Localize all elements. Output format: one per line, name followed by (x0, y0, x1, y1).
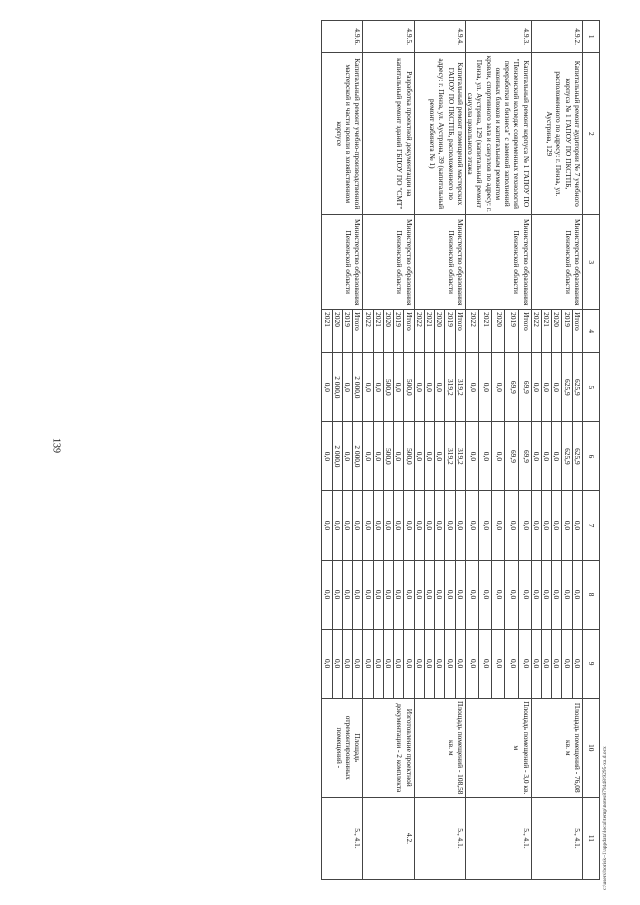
funding-local: 0,0 (479, 560, 492, 629)
footer-file-path: c:\users\borisk~1\appdata\local\temp\notes879448\9295-xa.d.ocx (602, 746, 608, 890)
funding-other: 0,0 (531, 629, 541, 698)
funding-total: 0,0 (414, 353, 424, 422)
funding-total: 500,0 (384, 353, 394, 422)
funding-federal: 0,0 (363, 491, 373, 560)
year-label: Итого (455, 310, 465, 353)
funding-total: 625,9 (562, 353, 572, 422)
year-label: Итого (404, 310, 414, 353)
funding-other: 0,0 (479, 629, 492, 698)
funding-local: 0,0 (343, 560, 353, 629)
year-label: 2021 (542, 310, 552, 353)
funding-other: 0,0 (435, 629, 445, 698)
funding-local: 0,0 (384, 560, 394, 629)
funding-federal: 0,0 (353, 491, 363, 560)
responsible-ministry: Министерство образования Пензенской области (531, 215, 582, 310)
year-label: 2020 (492, 310, 505, 353)
funding-local: 0,0 (322, 560, 332, 629)
year-label: Итого (353, 310, 363, 353)
target-code: 5., 4.1. (466, 797, 532, 879)
responsible-ministry: Министерство образования Пензенской области (363, 215, 414, 310)
funding-regional: 0,0 (343, 422, 353, 491)
funding-federal: 0,0 (435, 491, 445, 560)
item-number: 4.9.6. (322, 21, 363, 53)
funding-other: 0,0 (322, 629, 332, 698)
target-code: 4.2. (363, 797, 414, 879)
year-label: 2019 (343, 310, 353, 353)
funding-total: 0,0 (531, 353, 541, 422)
year-label: 2021 (479, 310, 492, 353)
funding-other: 0,0 (518, 629, 531, 698)
funding-total: 625,9 (572, 353, 582, 422)
funding-other: 0,0 (373, 629, 383, 698)
col-header-8: 8 (583, 560, 600, 629)
funding-regional: 2 000,0 (332, 422, 342, 491)
funding-regional: 0,0 (394, 422, 404, 491)
funding-federal: 0,0 (562, 491, 572, 560)
target-code: 5., 4.1. (531, 797, 582, 879)
funding-local: 0,0 (404, 560, 414, 629)
year-label: 2019 (562, 310, 572, 353)
funding-regional: 0,0 (435, 422, 445, 491)
year-label: 2021 (322, 310, 332, 353)
indicator-text: Изготовление проектной документации - 2 комплекта (363, 698, 414, 797)
funding-other: 0,0 (562, 629, 572, 698)
responsible-ministry: Министерство образования Пензенской области (414, 215, 465, 310)
item-title: Капитальный ремонт учебно-производственной мастерской и части кровли в хозяйственном корпусе (322, 53, 363, 215)
funding-federal: 0,0 (384, 491, 394, 560)
funding-other: 0,0 (394, 629, 404, 698)
funding-other: 0,0 (353, 629, 363, 698)
funding-federal: 0,0 (492, 491, 505, 560)
funding-local: 0,0 (466, 560, 479, 629)
funding-total: 0,0 (466, 353, 479, 422)
funding-regional: 625,9 (572, 422, 582, 491)
year-label: 2019 (394, 310, 404, 353)
funding-regional: 319,2 (445, 422, 455, 491)
funding-total: 2 000,0 (353, 353, 363, 422)
funding-local: 0,0 (531, 560, 541, 629)
funding-other: 0,0 (414, 629, 424, 698)
col-header-9: 9 (583, 629, 600, 698)
funding-total: 0,0 (363, 353, 373, 422)
indicator-text: Площадь отремонтированных помещений - (322, 698, 363, 797)
funding-federal: 0,0 (394, 491, 404, 560)
indicator-text: Площадь помещений - 76,08 кв. м (531, 698, 582, 797)
item-title: Капитальный ремонт аудитории № 7 учебного корпуса № 1 ГАПОУ ПО ПКСТПБ, расположенного по адресу: г. Пенза, ул. Аустрина, 129 (531, 53, 582, 215)
funding-regional: 500,0 (384, 422, 394, 491)
col-header-11: 11 (583, 797, 600, 879)
funding-other: 0,0 (505, 629, 518, 698)
funding-other: 0,0 (552, 629, 562, 698)
responsible-ministry: Министерство образования Пензенской области (466, 215, 532, 310)
target-code: 5., 4.1. (414, 797, 465, 879)
funding-federal: 0,0 (332, 491, 342, 560)
funding-other: 0,0 (542, 629, 552, 698)
funding-local: 0,0 (373, 560, 383, 629)
indicator-text: Площадь помещений - 3,0 кв. м (466, 698, 532, 797)
funding-federal: 0,0 (552, 491, 562, 560)
funding-total: 319,2 (455, 353, 465, 422)
target-code: 5., 4.1. (322, 797, 363, 879)
item-number: 4.9.5. (363, 21, 414, 53)
funding-federal: 0,0 (572, 491, 582, 560)
funding-federal: 0,0 (466, 491, 479, 560)
year-label: Итого (572, 310, 582, 353)
funding-local: 0,0 (363, 560, 373, 629)
funding-federal: 0,0 (322, 491, 332, 560)
funding-regional: 2 000,0 (353, 422, 363, 491)
funding-federal: 0,0 (445, 491, 455, 560)
funding-federal: 0,0 (531, 491, 541, 560)
funding-total: 319,2 (445, 353, 455, 422)
funding-total: 2 000,0 (332, 353, 342, 422)
table-body (322, 21, 583, 880)
year-label: 2020 (332, 310, 342, 353)
year-label: 2022 (363, 310, 373, 353)
year-label: 2020 (435, 310, 445, 353)
funding-total: 0,0 (552, 353, 562, 422)
funding-local: 0,0 (353, 560, 363, 629)
funding-regional: 0,0 (425, 422, 435, 491)
funding-other: 0,0 (466, 629, 479, 698)
item-title: Капитальный ремонт помещений мастерских ГАПОУ ПО ПКСТПБ, расположенного по адресу: г. Пенза, ул. Аустрина, 39 (капитальный ремонт кабинета № 1) (414, 53, 465, 215)
table-row (455, 21, 465, 880)
responsible-ministry: Министерство образования Пензенской области (322, 215, 363, 310)
col-header-2: 2 (583, 53, 600, 215)
year-label: 2020 (552, 310, 562, 353)
funding-total: 0,0 (492, 353, 505, 422)
col-header-6: 6 (583, 422, 600, 491)
col-header-3: 3 (583, 215, 600, 310)
table-row (404, 21, 414, 880)
funding-total: 0,0 (343, 353, 353, 422)
year-label: Итого (518, 310, 531, 353)
funding-regional: 500,0 (404, 422, 414, 491)
funding-federal: 0,0 (505, 491, 518, 560)
funding-regional: 625,9 (562, 422, 572, 491)
funding-local: 0,0 (445, 560, 455, 629)
funding-local: 0,0 (394, 560, 404, 629)
funding-total: 0,0 (322, 353, 332, 422)
funding-federal: 0,0 (414, 491, 424, 560)
funding-local: 0,0 (455, 560, 465, 629)
table-row (572, 21, 582, 880)
funding-total: 0,0 (425, 353, 435, 422)
funding-federal: 0,0 (455, 491, 465, 560)
funding-regional: 0,0 (492, 422, 505, 491)
col-header-4: 4 (583, 310, 600, 353)
table-row (353, 21, 363, 880)
funding-other: 0,0 (363, 629, 373, 698)
col-header-10: 10 (583, 698, 600, 797)
funding-total: 0,0 (394, 353, 404, 422)
item-number: 4.9.4. (414, 21, 465, 53)
program-activities-table (322, 20, 601, 880)
funding-local: 0,0 (435, 560, 445, 629)
funding-other: 0,0 (445, 629, 455, 698)
funding-regional: 0,0 (531, 422, 541, 491)
funding-regional: 0,0 (552, 422, 562, 491)
funding-local: 0,0 (562, 560, 572, 629)
item-title: Капитальный ремонт корпуса № 1 ГАПОУ ПО "Пензенский колледж современных технологий переработки и бизнеса" с заменой заполнений оконных блоков и капитальным ремонтом кровли, спортивного зала и санузлов по адресу: г. Пенза, ул. Аустрина, 129 (капитальный ремонт санузла цокольного этажа (466, 53, 532, 215)
funding-federal: 0,0 (404, 491, 414, 560)
funding-federal: 0,0 (343, 491, 353, 560)
funding-local: 0,0 (572, 560, 582, 629)
year-label: 2019 (505, 310, 518, 353)
funding-total: 0,0 (479, 353, 492, 422)
funding-other: 0,0 (343, 629, 353, 698)
funding-federal: 0,0 (373, 491, 383, 560)
item-number: 4.9.3. (466, 21, 532, 53)
funding-regional: 319,2 (455, 422, 465, 491)
funding-other: 0,0 (404, 629, 414, 698)
funding-other: 0,0 (384, 629, 394, 698)
funding-local: 0,0 (492, 560, 505, 629)
funding-other: 0,0 (492, 629, 505, 698)
funding-regional: 0,0 (542, 422, 552, 491)
funding-federal: 0,0 (518, 491, 531, 560)
funding-other: 0,0 (425, 629, 435, 698)
header-row (583, 21, 600, 880)
funding-other: 0,0 (332, 629, 342, 698)
funding-local: 0,0 (505, 560, 518, 629)
year-label: 2021 (373, 310, 383, 353)
year-label: 2021 (425, 310, 435, 353)
table-row (518, 21, 531, 880)
funding-regional: 69,9 (505, 422, 518, 491)
item-title: Разработка проектной документации на капитальный ремонт зданий ГБПОУ ПО "СМТ" (363, 53, 414, 215)
year-label: 2022 (466, 310, 479, 353)
funding-other: 0,0 (455, 629, 465, 698)
funding-total: 0,0 (435, 353, 445, 422)
funding-local: 0,0 (332, 560, 342, 629)
funding-federal: 0,0 (425, 491, 435, 560)
year-label: 2019 (445, 310, 455, 353)
funding-regional: 69,9 (518, 422, 531, 491)
funding-total: 0,0 (373, 353, 383, 422)
funding-total: 69,9 (505, 353, 518, 422)
funding-federal: 0,0 (479, 491, 492, 560)
page-number: 139 (50, 438, 62, 453)
funding-regional: 0,0 (363, 422, 373, 491)
funding-local: 0,0 (425, 560, 435, 629)
funding-local: 0,0 (414, 560, 424, 629)
year-label: 2022 (414, 310, 424, 353)
funding-total: 0,0 (542, 353, 552, 422)
funding-federal: 0,0 (542, 491, 552, 560)
funding-total: 69,9 (518, 353, 531, 422)
funding-regional: 0,0 (322, 422, 332, 491)
funding-total: 500,0 (404, 353, 414, 422)
funding-regional: 0,0 (479, 422, 492, 491)
funding-local: 0,0 (542, 560, 552, 629)
year-label: 2020 (384, 310, 394, 353)
item-number: 4.9.2. (531, 21, 582, 53)
rotated-table-container (90, 20, 600, 880)
funding-regional: 0,0 (414, 422, 424, 491)
funding-regional: 0,0 (466, 422, 479, 491)
funding-local: 0,0 (552, 560, 562, 629)
funding-regional: 0,0 (373, 422, 383, 491)
year-label: 2022 (531, 310, 541, 353)
funding-local: 0,0 (518, 560, 531, 629)
col-header-5: 5 (583, 353, 600, 422)
funding-other: 0,0 (572, 629, 582, 698)
col-header-1: 1 (583, 21, 600, 53)
indicator-text: Площадь помещений - 108,58 кв. м (414, 698, 465, 797)
col-header-7: 7 (583, 491, 600, 560)
